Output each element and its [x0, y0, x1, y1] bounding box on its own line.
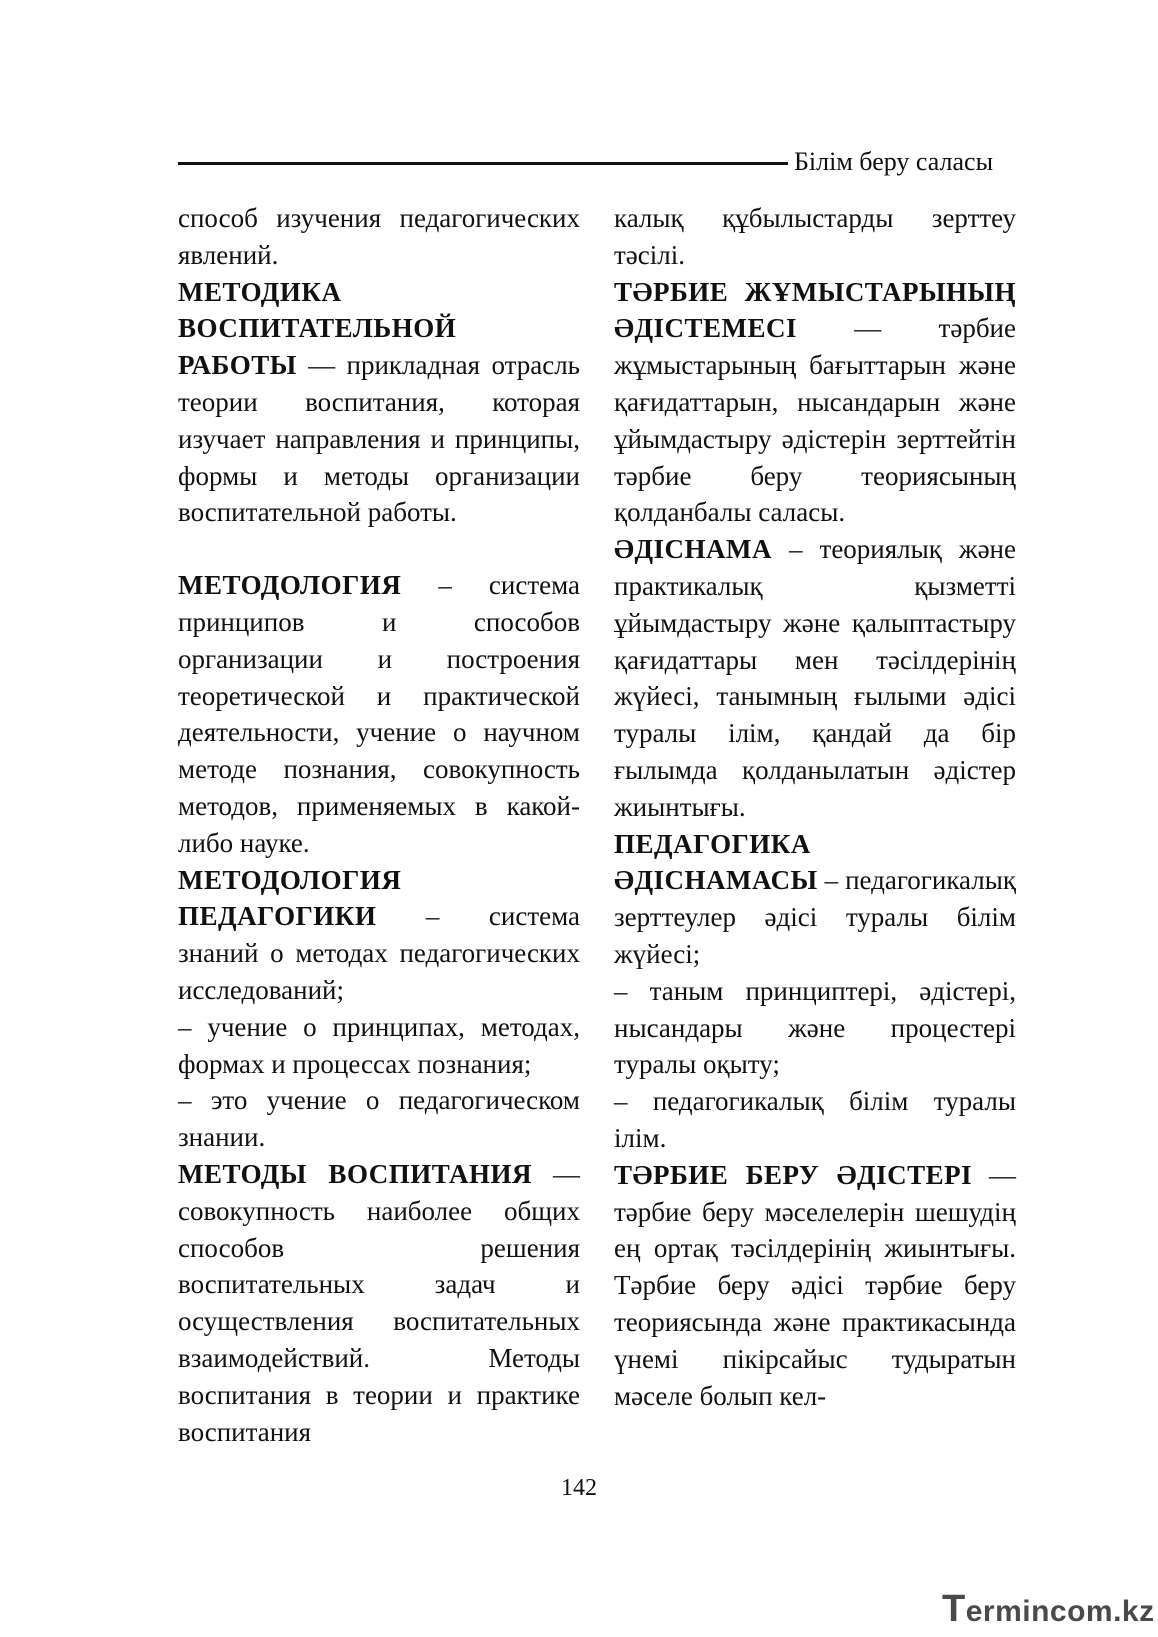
- page-number: 142: [561, 1475, 597, 1501]
- watermark-logo: [942, 1588, 1155, 1630]
- entry-metodologiya: [178, 567, 580, 861]
- entry-definition: — прикладная отрасль теории воспитания, которая изучает направления и принципы, формы и методы организации воспитательной работы.: [178, 350, 580, 528]
- entry-term: ТӘРБИЕ ЖҰМЫСТАРЫНЫҢ ӘДІСТЕМЕСІ: [614, 276, 1016, 344]
- entry-continuation: [178, 200, 580, 274]
- running-header: Білім беру саласы: [794, 147, 994, 176]
- entry-metody-vospitaniya: [178, 1156, 580, 1450]
- entry-text: способ изучения педагогических явлений.: [178, 203, 580, 270]
- entry-term: ТӘРБИЕ БЕРУ ӘДІСТЕРІ: [614, 1159, 973, 1190]
- entry-definition: — тәрбие жұмыстарының бағыттарын және қағидаттарын, нысандарын және ұйымдастыру әдістерін зерттейтін тәрбие беру теориясының қолданбалы саласы.: [614, 313, 1016, 528]
- header-rule: [178, 162, 788, 165]
- entry-definition-item: – таным принциптері, әдістері, нысандары және процестері туралы оқыту;: [614, 975, 1016, 1080]
- entry-term: МЕТОДЫ ВОСПИТАНИЯ: [178, 1158, 532, 1189]
- entry-tarbie-beru-adisteri: [614, 1157, 1016, 1415]
- entry-continuation: [614, 200, 1016, 274]
- entry-adisnama: [614, 531, 1016, 825]
- entry-definition: – педагогикалық зерттеулер әдісі туралы білім жүйесі;: [614, 865, 1016, 969]
- entry-term: МЕТОДОЛОГИЯ: [178, 570, 402, 601]
- entry-metodologiya-pedagogiki: [178, 862, 580, 1156]
- entry-definition: – система принципов и способов организации и построения теоретической и практической деятельности, учение о научном методе познания, совокупность методов, применяемых в какой-либо науке.: [178, 570, 580, 858]
- entry-definition-item: – учение о принципах, методах, формах и процессах познания;: [178, 1011, 580, 1079]
- entry-metodika-vospitatelnoy-raboty: [178, 274, 580, 532]
- entry-definition: — тәрбие беру мәселелерін шешудің ең ортақ тәсілдерінің жиынтығы. Тәрбие беру әдісі тәрбие беру теориясында және практикасында үнемі пікірсайыс тудыратын мәселе болып кел-: [614, 1159, 1017, 1411]
- entry-definition: – теориялық және практикалық қызметті ұйымдастыру және қалыптастыру қағидаттары мен тәсілдерінің жүйесі, танымның ғылыми әдісі туралы ілім, қандай да бір ғылымда қолданылатын әдістер жиынтығы.: [614, 534, 1016, 822]
- entry-text: калық құбылыстарды зерттеу тәсілі.: [614, 203, 1016, 270]
- right-column: [614, 200, 1016, 1414]
- entry-term: ПЕДАГОГИКА ӘДІСНАМАСЫ: [614, 828, 818, 896]
- entry-definition-item: – педагогикалық білім туралы ілім.: [614, 1086, 1016, 1153]
- entry-definition-item: – это учение о педагогическом знании.: [178, 1085, 580, 1153]
- entry-definition: – система знаний о методах педагогических исследований;: [178, 901, 580, 1005]
- entry-tarbie-zhumystarynyn-adistemesi: [614, 274, 1016, 532]
- entry-term: МЕТОДИКА ВОСПИТАТЕЛЬНОЙ РАБОТЫ: [178, 276, 457, 381]
- watermark-text: ermincom.kz: [965, 1595, 1155, 1628]
- left-column: [178, 200, 580, 1450]
- entry-term: ӘДІСНАМА: [614, 534, 773, 565]
- watermark-initial: T: [942, 1588, 966, 1630]
- entry-term: МЕТОДОЛОГИЯ ПЕДАГОГИКИ: [178, 864, 402, 932]
- entry-definition: — совокупность наиболее общих способов решения воспитательных задач и осуществления воспитательных взаимодействий. Методы воспитания в теории и практике воспитания: [178, 1158, 580, 1447]
- entry-pedagogika-adisnamasy: [614, 826, 1016, 1157]
